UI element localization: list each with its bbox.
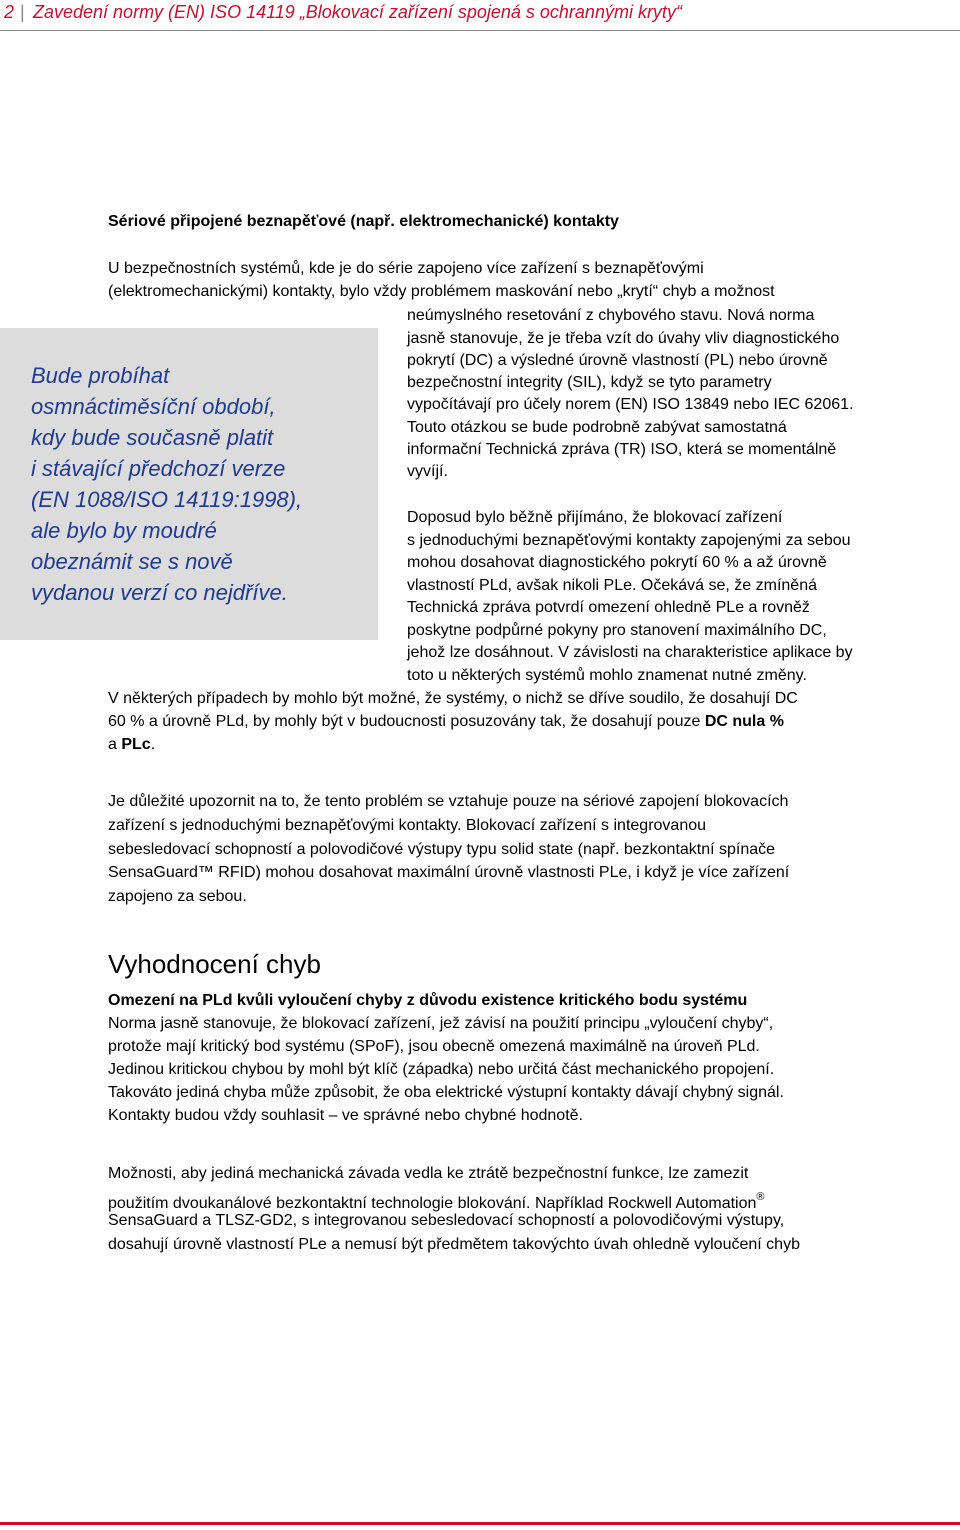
right-col2-line-1: Doposud bylo běžně přijímáno, že blokovací zařízení (407, 509, 783, 526)
section2-line-1: Norma jasně stanovuje, že blokovací zařízení, jež závisí na použití principu „vyloučení chyby“, (108, 1015, 774, 1032)
right-col-line-2: jasně stanovuje, že je třeba vzít do úvahy vliv diagnostického (407, 330, 840, 347)
right-col-line-8: vyvíjí. (407, 463, 448, 480)
page-header (0, 0, 960, 31)
section2-line-3: Jedinou kritickou chybou by mohl být klíč (západka) nebo určitá část mechanického propojení. (108, 1061, 775, 1078)
right-col-line-1: neúmyslného resetování z chybového stavu. Nová norma (407, 307, 815, 324)
footer-rule (0, 1522, 960, 1525)
para3-line-1: V některých případech by mohlo být možné, že systémy, o nichž se dříve soudilo, že dosahují DC (108, 690, 798, 707)
header-title: Zavedení normy (EN) ISO 14119 „Blokovací zařízení spojená s ochrannými kryty“ (33, 2, 682, 22)
section2-heading: Vyhodnocení chyb (108, 949, 321, 979)
right-col2-line-3: mohou dosahovat diagnostického pokrytí 60 % a až úrovně (407, 554, 827, 571)
right-col-line-4: bezpečnostní integrity (SIL), když se tyto parametry (407, 374, 772, 391)
section1-line-1: U bezpečnostních systémů, kde je do série zapojeno více zařízení s beznapěťovými (108, 260, 704, 277)
section2-line-4: Takováto jediná chyba může způsobit, že oba elektrické výstupní kontakty dávají chybný signál. (108, 1084, 784, 1101)
section2-line-2: protože mají kritický bod systému (SPoF), jsou obecně omezená maximálně na úroveň PLd. (108, 1038, 760, 1055)
section1-heading: Sériové připojené beznapěťové (např. elektromechanické) kontakty (108, 213, 619, 230)
right-col2-line-6: poskytne podpůrné pokyny pro stanovení maximálního DC, (407, 622, 827, 639)
registered-mark: ® (756, 1191, 765, 1203)
para3-line-3: a PLc. (108, 736, 156, 753)
para3-bold-dc: DC nula % (704, 713, 784, 730)
section2-para2-line-2: použitím dvoukanálové bezkontaktní technologie blokování. Například Rockwell Automation® (108, 1191, 765, 1212)
para4-line-1: Je důležité upozornit na to, že tento problém se vztahuje pouze na sériové zapojení blokovacích (108, 793, 789, 810)
right-col-line-5: vypočítávají pro účely norem (EN) ISO 13849 nebo IEC 62061. (407, 396, 854, 413)
right-col2-line-5: Technická zpráva potvrdí omezení ohledně PLe a rovněž (407, 599, 810, 616)
right-col2-line-4: vlastností PLd, avšak nikoli PLe. Očekává se, že zmíněná (407, 577, 817, 594)
pullquote-line-6: ale bylo by moudré (31, 518, 217, 543)
section2-para2-line-1: Možnosti, aby jediná mechanická závada vedla ke ztrátě bezpečnostní funkce, lze zamezit (108, 1165, 749, 1182)
right-col2-line-8: toto u některých systémů mohlo znamenat nutné změny. (407, 667, 807, 684)
pullquote-line-1: Bude probíhat (31, 363, 170, 388)
pullquote-line-3: kdy bude současně platit (31, 425, 274, 450)
pullquote-line-8: vydanou verzí co nejdříve. (31, 580, 288, 605)
para3-line-2: 60 % a úrovně PLd, by mohly být v budoucnosti posuzovány tak, že dosahují pouze DC nula % (108, 713, 784, 730)
pullquote-line-4: i stávající předchozí verze (31, 456, 286, 481)
header-separator: | (20, 2, 25, 22)
section2-para2-line-3: SensaGuard a TLSZ-GD2, s integrovanou sebesledovací schopností a polovodičovými výstupy, (108, 1212, 785, 1229)
section2-subheading: Omezení na PLd kvůli vyloučení chyby z důvodu existence kritického bodu systému (108, 992, 748, 1009)
right-col-line-7: informační Technická zpráva (TR) ISO, která se momentálně (407, 441, 837, 458)
para4-line-4: SensaGuard™ RFID) mohou dosahovat maximální úrovně vlastnosti PLe, i když je více zařízení (108, 864, 790, 881)
page-number: 2 (4, 2, 15, 22)
para4-line-2: zařízení s jednoduchými beznapěťovými kontakty. Blokovací zařízení s integrovanou (108, 817, 707, 834)
section1-line-2: (elektromechanickými) kontakty, bylo vždy problémem maskování nebo „krytí“ chyb a možnost (108, 283, 775, 300)
para4-line-3: sebesledovací schopností a polovodičové výstupy typu solid state (např. bezkontaktní spínače (108, 841, 776, 858)
para4-line-5: zapojeno za sebou. (108, 888, 247, 905)
right-col2-line-2: s jednoduchými beznapěťovými kontakty zapojenými za sebou (407, 532, 851, 549)
pullquote-line-2: osmnáctiměsíční období, (31, 394, 276, 419)
right-col-line-3: pokrytí (DC) a výsledné úrovně vlastností (PL) nebo úrovně (407, 352, 828, 369)
pullquote-line-7: obeznámit se s nově (31, 549, 233, 574)
right-col2-line-7: jehož lze dosáhnout. V závislosti na charakteristice aplikace by (407, 644, 853, 661)
section2-para2-line-4: dosahují úrovně vlastností PLe a nemusí být předmětem takovýchto úvah ohledně vyloučení chyb (108, 1236, 800, 1253)
right-col-line-6: Touto otázkou se bude podrobně zabývat samostatná (407, 419, 787, 436)
pullquote-box (0, 328, 378, 640)
pullquote-line-5: (EN 1088/ISO 14119:1998), (31, 487, 303, 512)
para3-bold-plc: PLc (121, 736, 151, 753)
section2-line-5: Kontakty budou vždy souhlasit – ve správné nebo chybné hodnotě. (108, 1107, 583, 1124)
